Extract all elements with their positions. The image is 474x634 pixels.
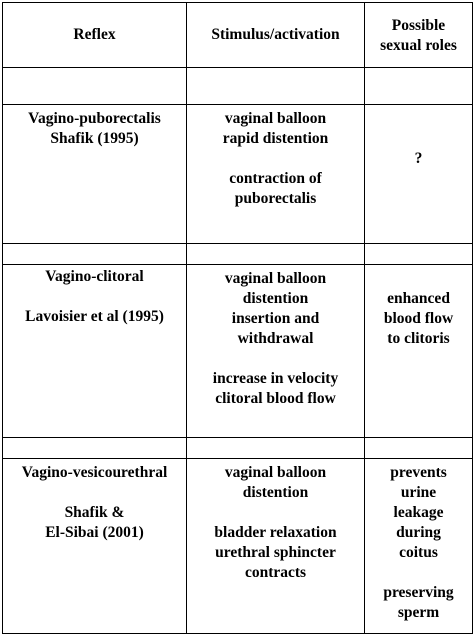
spacer-cell	[3, 68, 187, 105]
reflex-cell	[3, 459, 187, 634]
table-row	[3, 265, 473, 438]
reflex-name: Vagino-clitoral	[45, 268, 144, 285]
spacer-cell	[187, 244, 365, 265]
roles-cell: ?	[365, 105, 473, 244]
header-row	[3, 3, 473, 68]
table-row	[3, 105, 473, 244]
stimulus-cell: vaginal balloon distention insertion and withdrawal increase in velocity clitoral blood flow	[187, 265, 365, 438]
reflex-source: El-Sibai (2001)	[45, 524, 144, 541]
header-reflex: Reflex	[3, 3, 187, 68]
spacer-cell	[3, 244, 187, 265]
reflex-cell	[3, 105, 187, 244]
reflex-name: Vagino-vesicourethral	[21, 464, 168, 481]
roles-cell: prevents urine leakage during coitus preserving sperm	[365, 459, 473, 634]
spacer-cell	[187, 438, 365, 459]
spacer-cell	[365, 244, 473, 265]
reflex-cell	[3, 265, 187, 438]
reflex-table	[2, 2, 473, 634]
stimulus-cell: vaginal balloon rapid distention contraction of puborectalis	[187, 105, 365, 244]
reflex-name: Vagino-puborectalis	[28, 110, 161, 127]
header-roles: Possible sexual roles	[365, 3, 473, 68]
spacer-row	[3, 438, 473, 459]
reflex-source: Shafik (1995)	[50, 130, 139, 147]
table-row	[3, 459, 473, 634]
reflex-source: Shafik &	[64, 504, 125, 521]
spacer-cell	[365, 68, 473, 105]
spacer-row	[3, 68, 473, 105]
spacer-cell	[365, 438, 473, 459]
spacer-cell	[3, 438, 187, 459]
spacer-cell	[187, 68, 365, 105]
roles-cell: enhanced blood flow to clitoris	[365, 265, 473, 438]
spacer-row	[3, 244, 473, 265]
reflex-source: Lavoisier et al (1995)	[25, 308, 164, 325]
header-stimulus: Stimulus/activation	[187, 3, 365, 68]
stimulus-cell: vaginal balloon distention bladder relaxation urethral sphincter contracts	[187, 459, 365, 634]
